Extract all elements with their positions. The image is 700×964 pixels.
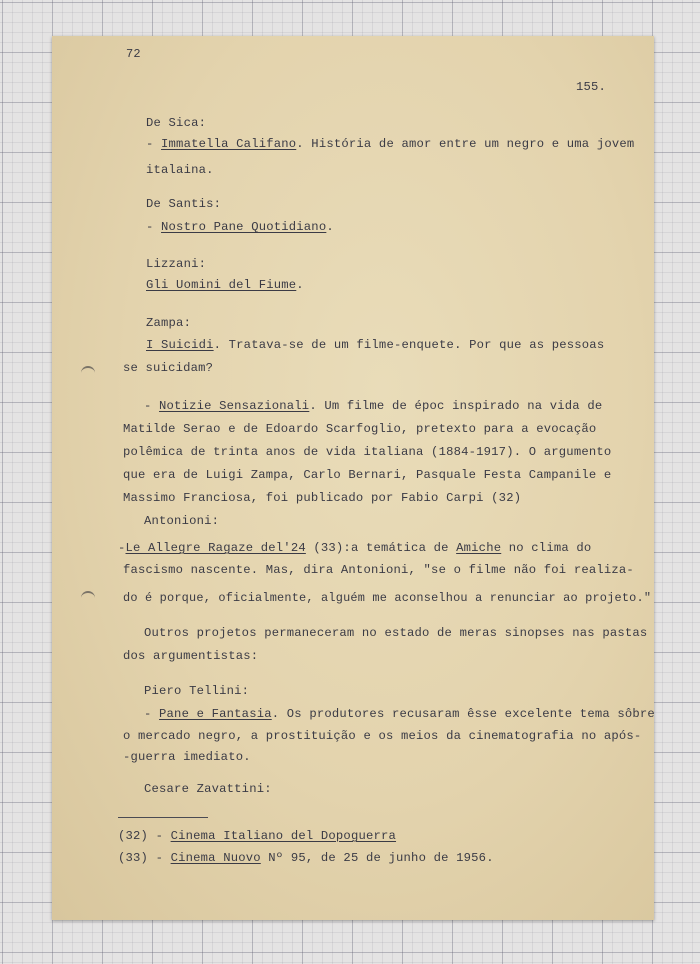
outros-line-2: dos argumentistas:	[123, 649, 259, 663]
tellini-line-1: - Pane e Fantasia. Os produtores recusaram êsse excelente tema sôbre	[144, 707, 655, 721]
notizie-line-2: Matilde Serao e de Edoardo Scarfoglio, pretexto para a evocação	[123, 422, 597, 436]
footnote-33-title: Cinema Nuovo	[170, 851, 261, 865]
antonioni-heading: Antonioni:	[144, 514, 220, 528]
footnote-divider	[118, 817, 208, 818]
outros-line-1: Outros projetos permaneceram no estado de meras sinopses nas pastas	[144, 626, 648, 640]
lizzani-film-title: Gli Uomini del Fiume	[146, 278, 297, 292]
zampa-line-1: I Suicidi. Tratava-se de um filme-enquete. Por que as pessoas	[146, 338, 605, 352]
page-number: 155.	[576, 80, 607, 94]
notizie-line-4: que era de Luigi Zampa, Carlo Bernari, Pasquale Festa Campanile e	[123, 468, 612, 482]
antonioni-line-3: do é porque, oficialmente, alguém me aconselhou a renunciar ao projeto."	[123, 591, 652, 605]
tellini-film-title: Pane e Fantasia	[159, 707, 272, 721]
corner-page-number: 72	[126, 47, 141, 61]
zampa-heading: Zampa:	[146, 316, 192, 330]
footnote-32-title: Cinema Italiano del Dopoguerra	[170, 829, 397, 843]
typewritten-page	[52, 36, 654, 920]
antonioni-line-2: fascismo nascente. Mas, dira Antonioni, "se o filme não foi realiza-	[123, 563, 634, 577]
footnote-33: (33) - Cinema Nuovo Nº 95, de 25 de junho de 1956.	[118, 851, 494, 865]
notizie-line-3: polêmica de trinta anos de vida italiana (1884-1917). O argumento	[123, 445, 612, 459]
zampa-line-2: se suicidam?	[123, 361, 214, 375]
desantis-film-title: Nostro Pane Quotidiano	[161, 220, 327, 234]
amiche-title: Amiche	[456, 541, 502, 555]
tellini-line-3: -guerra imediato.	[123, 750, 251, 764]
punch-hole-lower	[81, 591, 95, 601]
antonioni-line-1: -Le Allegre Ragaze del'24 (33):a temática de Amiche no clima do	[118, 541, 592, 555]
zavattini-heading: Cesare Zavattini:	[144, 782, 272, 796]
notizie-film-title: Notizie Sensazionali	[159, 399, 310, 413]
notizie-line-5: Massimo Franciosa, foi publicado por Fabio Carpi (32)	[123, 491, 522, 505]
desantis-line: - Nostro Pane Quotidiano.	[146, 220, 334, 234]
desantis-heading: De Santis:	[146, 197, 222, 211]
antonioni-film-title: Le Allegre Ragaze del'24	[125, 541, 306, 555]
desica-line-1: - Immatella Califano. História de amor entre um negro e uma jovem	[146, 137, 635, 151]
footnote-32: (32) - Cinema Italiano del Dopoguerra	[118, 829, 397, 843]
punch-hole-upper	[81, 366, 95, 376]
notizie-line-1: - Notizie Sensazionali. Um filme de époc inspirado na vida de	[144, 399, 603, 413]
lizzani-line: Gli Uomini del Fiume.	[146, 278, 304, 292]
tellini-heading: Piero Tellini:	[144, 684, 250, 698]
desica-film-title: Immatella Califano	[161, 137, 297, 151]
lizzani-heading: Lizzani:	[146, 257, 207, 271]
desica-heading: De Sica:	[146, 116, 207, 130]
tellini-line-2: o mercado negro, a prostituição e os meios da cinematografia no após-	[123, 729, 642, 743]
zampa-film-title: I Suicidi	[146, 338, 214, 352]
desica-line-2: italaina.	[146, 163, 214, 177]
